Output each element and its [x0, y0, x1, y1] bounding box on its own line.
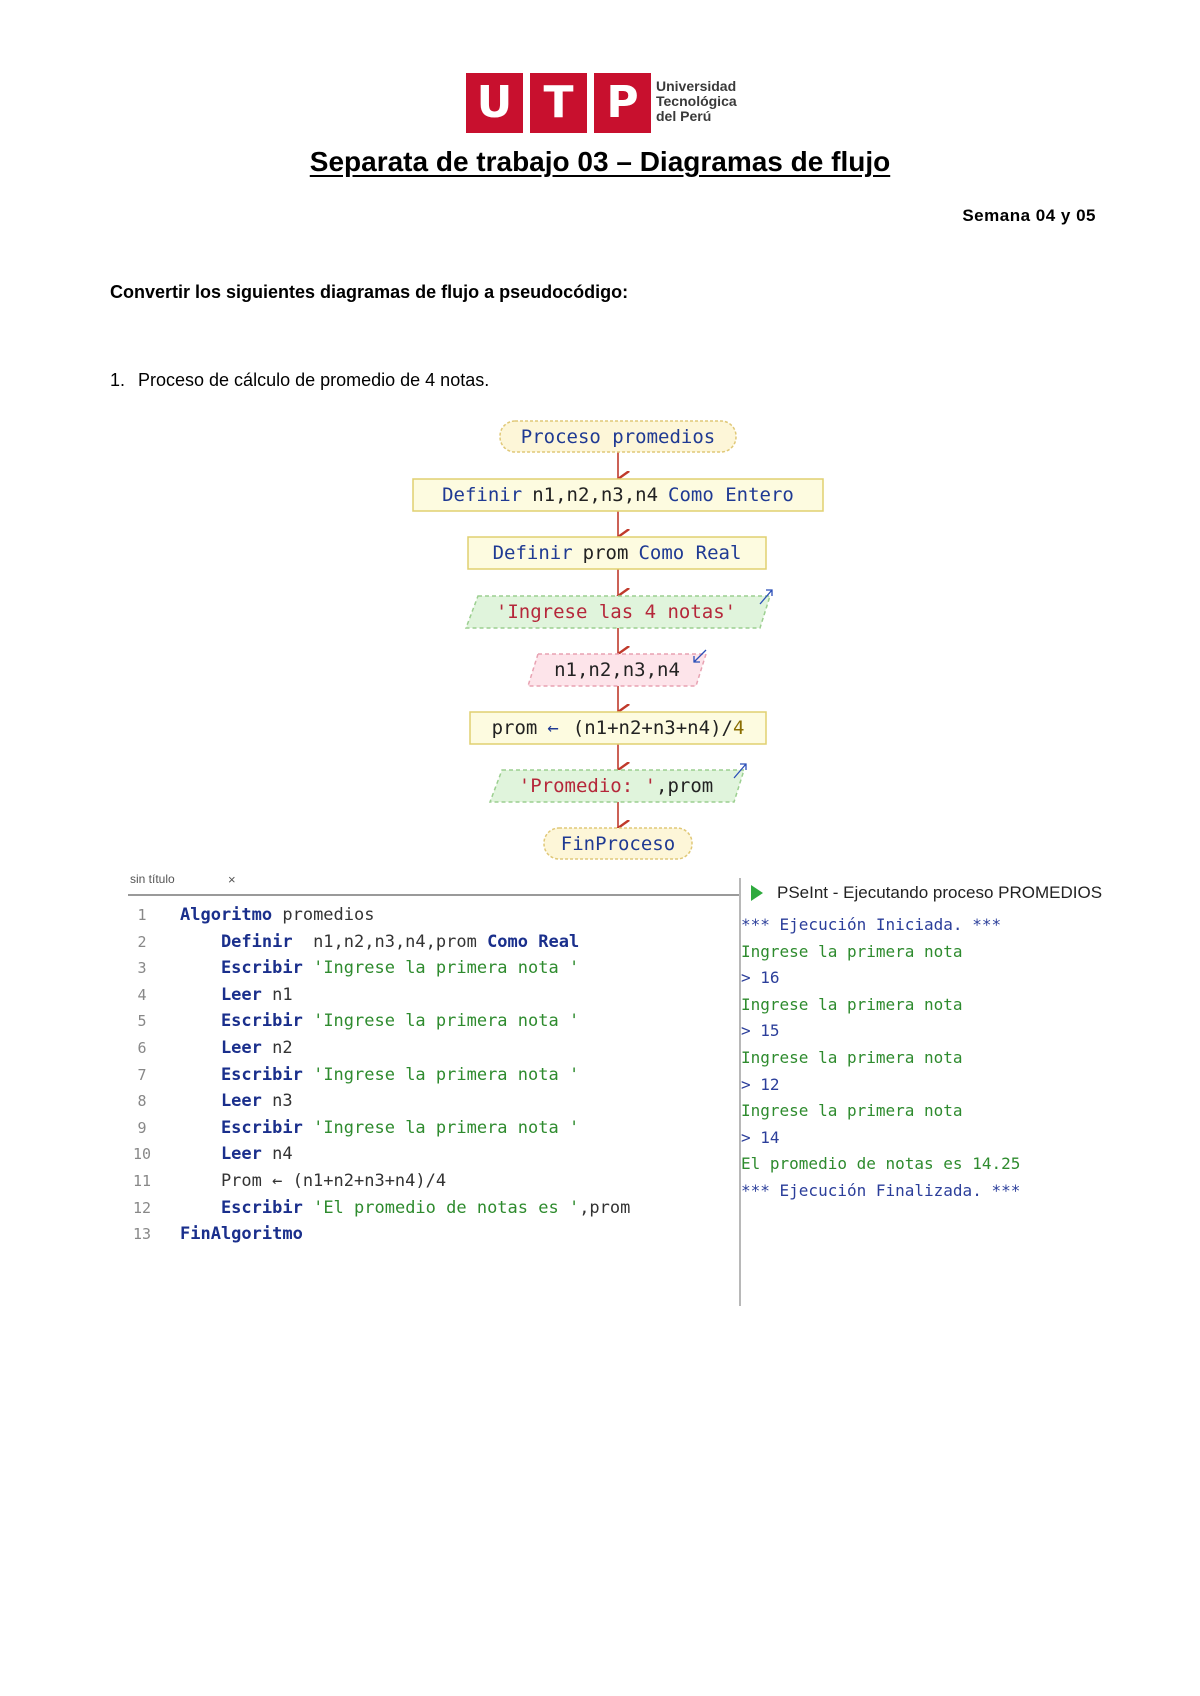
line-number: 9 — [137, 1118, 147, 1137]
code-keyword: Algoritmo — [180, 905, 273, 925]
code-text: n2 — [261, 1038, 293, 1058]
code-keyword: Leer — [180, 1144, 262, 1165]
line-number: 13 — [132, 1225, 152, 1244]
code-content — [180, 1035, 293, 1062]
code-editor — [128, 872, 741, 1306]
line-number: 11 — [132, 1172, 152, 1190]
code-line[interactable] — [128, 1168, 728, 1195]
output-line: Ingrese la primera nota — [741, 994, 963, 1014]
code-content — [180, 1168, 446, 1195]
code-keyword: Escribir — [180, 1117, 303, 1138]
code-line[interactable] — [128, 1035, 728, 1062]
flowchart-start-label: Proceso promedios — [520, 426, 716, 448]
code-string: 'El promedio de notas es ' — [313, 1197, 580, 1218]
code-line[interactable] — [128, 982, 728, 1009]
line-number: 7 — [137, 1065, 147, 1084]
code-content — [180, 1062, 579, 1089]
line-number: 3 — [137, 959, 147, 978]
line-number: 4 — [137, 985, 147, 1004]
code-text: promedios — [272, 905, 375, 925]
flowchart-output-result — [490, 764, 746, 802]
define1-keyword: Definir — [442, 484, 523, 506]
code-text — [303, 1118, 313, 1138]
input1-text: n1,n2,n3,n4 — [554, 659, 680, 681]
output-line: > 15 — [741, 1021, 780, 1041]
code-line[interactable] — [128, 1008, 728, 1035]
code-text: ,prom — [579, 1197, 631, 1218]
flowchart-input — [528, 650, 706, 686]
week-label: Semana 04 y 05 — [962, 206, 1096, 225]
exercise-text: Proceso de cálculo de promedio de 4 notas. — [138, 370, 490, 390]
code-content — [180, 1221, 303, 1248]
code-text: n3 — [261, 1091, 293, 1112]
flowchart-output-prompt — [466, 590, 772, 628]
code-line[interactable] — [128, 929, 728, 956]
svg-text:Definirn1,n2,n3,n4Como Entero — [442, 484, 794, 506]
line-number: 2 — [137, 932, 147, 951]
code-text — [303, 1011, 313, 1031]
flowchart-start — [500, 421, 736, 452]
logo-letter-u: U — [466, 73, 523, 133]
code-keyword: Leer — [180, 1091, 262, 1112]
output-line: > 16 — [741, 968, 780, 988]
code-line[interactable] — [128, 1062, 728, 1089]
define1-vars: n1,n2,n3,n4 — [532, 484, 659, 506]
line-number: 1 — [137, 906, 147, 924]
code-text — [303, 958, 313, 978]
flowchart-assignment — [470, 712, 766, 744]
code-content — [180, 1115, 579, 1142]
code-content — [180, 1088, 293, 1115]
code-text: n4 — [261, 1144, 293, 1165]
code-keyword: Escribir — [180, 1064, 303, 1085]
output2-string: 'Promedio: ' — [518, 775, 657, 797]
code-line[interactable] — [128, 1088, 728, 1115]
define1-type: Como Entero — [668, 484, 794, 506]
code-keyword: Escribir — [180, 958, 303, 979]
output-line: Ingrese la primera nota — [741, 1048, 963, 1067]
svg-text:prom←(n1+n2+n3+n4)/4 — [492, 717, 745, 739]
output-title: PSeInt - Ejecutando proceso PROMEDIOS — [777, 883, 1103, 902]
output-header — [741, 883, 1102, 903]
flowchart-define-integers — [413, 479, 823, 511]
code-keyword: Escribir — [180, 1197, 303, 1218]
code-text: n1,n2,n3,n4,prom — [292, 931, 488, 952]
code-content — [180, 982, 293, 1009]
assign-expr: (n1+n2+n3+n4)/ — [572, 717, 733, 739]
output-line: > 14 — [741, 1127, 780, 1147]
output-line: > 12 — [741, 1074, 780, 1094]
code-line[interactable] — [128, 1115, 728, 1142]
code-text: Prom ← (n1+n2+n3+n4)/4 — [180, 1171, 447, 1191]
code-string: 'Ingrese la primera nota ' — [313, 1011, 580, 1032]
flowchart-end-label: FinProceso — [560, 833, 676, 855]
logo-letter-p: P — [594, 73, 651, 133]
code-line[interactable] — [128, 955, 728, 982]
code-keyword: Escribir — [180, 1011, 303, 1032]
page-title: Separata de trabajo 03 – Diagramas de flujo — [309, 146, 891, 177]
play-icon — [751, 885, 763, 901]
assign-num: 4 — [732, 717, 745, 739]
output-line: Ingrese la primera nota — [741, 941, 963, 961]
code-keyword: Leer — [180, 984, 262, 1005]
code-keyword: Definir — [180, 931, 293, 952]
code-string: 'Ingrese la primera nota ' — [313, 1064, 580, 1085]
svg-text:'Promedio: ',prom — [519, 775, 713, 797]
code-keyword: FinAlgoritmo — [180, 1224, 303, 1245]
line-number: 8 — [137, 1092, 147, 1111]
editor-tab-bar — [128, 872, 739, 896]
code-content — [180, 1141, 293, 1168]
instruction-text: Convertir los siguientes diagramas de flujo a pseudocódigo: — [110, 282, 629, 302]
code-content — [180, 1195, 630, 1222]
define2-keyword: Definir — [492, 542, 573, 564]
output1-text: 'Ingrese las 4 notas' — [495, 601, 737, 623]
code-text: n1 — [261, 984, 293, 1005]
logo-university-name: Universidad Tecnológica del Perú — [656, 78, 737, 124]
flowchart-define-real — [468, 537, 766, 569]
output-line: *** Ejecución Finalizada. *** — [741, 1181, 1021, 1200]
code-line[interactable] — [128, 1141, 728, 1168]
code-content — [180, 929, 579, 956]
code-string: 'Ingrese la primera nota ' — [313, 1117, 580, 1138]
exercise-number: 1. — [110, 370, 126, 390]
code-string: 'Ingrese la primera nota ' — [313, 958, 580, 979]
code-keyword: Leer — [180, 1038, 262, 1058]
code-line[interactable] — [128, 1221, 728, 1248]
line-number: 6 — [137, 1039, 147, 1057]
assign-var: prom — [491, 717, 538, 739]
code-text — [303, 1198, 313, 1218]
output-line: *** Ejecución Iniciada. *** — [741, 915, 1002, 934]
logo-letter-t: T — [530, 73, 587, 133]
code-content — [180, 902, 374, 929]
output-line: El promedio de notas es 14.25 — [741, 1154, 1021, 1174]
code-line[interactable] — [128, 1195, 728, 1222]
svg-text:DefinirpromComo Real — [493, 542, 742, 564]
output-line: Ingrese la primera nota — [741, 1101, 963, 1121]
flowchart-end — [544, 828, 692, 859]
assign-op: ← — [547, 717, 559, 739]
execution-output — [741, 878, 1101, 1306]
define2-type: Como Real — [638, 542, 742, 564]
define2-vars: prom — [582, 542, 629, 564]
code-keyword: Como Real — [487, 931, 580, 952]
output2-var: ,prom — [656, 775, 714, 797]
line-number: 12 — [132, 1198, 152, 1217]
line-number: 5 — [137, 1012, 147, 1031]
close-icon[interactable]: × — [228, 872, 236, 887]
code-text — [303, 1065, 313, 1085]
code-content — [180, 955, 579, 982]
line-number: 10 — [132, 1145, 152, 1164]
editor-tab[interactable]: sin título — [130, 872, 175, 886]
code-line[interactable] — [128, 902, 728, 929]
code-content — [180, 1008, 579, 1035]
